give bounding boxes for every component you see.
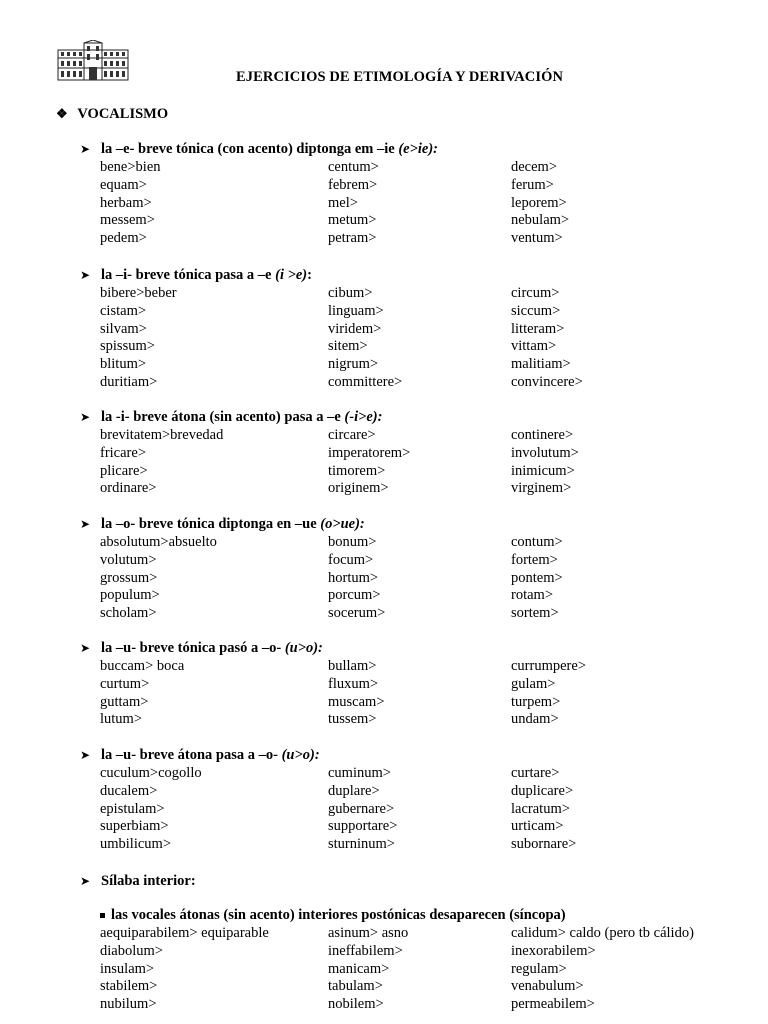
word-cell: manicam> bbox=[328, 960, 390, 977]
syncope-rule-text: las vocales átonas (sin acento) interiores postónicas desaparecen (síncopa) bbox=[111, 907, 566, 923]
rule-formula: (o>ue): bbox=[320, 516, 365, 532]
rule-heading bbox=[80, 140, 438, 158]
word-cell: stabilem> bbox=[100, 978, 158, 995]
diamond-bullet-icon: ❖ bbox=[56, 106, 68, 121]
table-row bbox=[0, 800, 768, 818]
table-row bbox=[0, 176, 768, 194]
document-title: EJERCICIOS DE ETIMOLOGÍA Y DERIVACIÓN bbox=[236, 69, 564, 85]
table-row bbox=[0, 355, 768, 373]
word-cell: committere> bbox=[328, 374, 403, 390]
word-cell: currumpere> bbox=[511, 658, 586, 674]
word-cell: ordinare> bbox=[100, 480, 157, 497]
arrowhead-bullet-icon: ➤ bbox=[80, 641, 91, 655]
rule-heading-text: la -i- breve átona (sin acento) pasa a –e bbox=[101, 409, 345, 425]
arrowhead-bullet-icon: ➤ bbox=[80, 748, 91, 762]
word-cell: pontem> bbox=[511, 569, 563, 586]
word-cell: febrem> bbox=[328, 176, 378, 193]
table-row bbox=[0, 158, 768, 176]
word-cell: herbam> bbox=[100, 194, 152, 211]
section-heading-label: VOCALISMO bbox=[77, 106, 169, 122]
word-cell: bene>bien bbox=[100, 159, 161, 175]
table-row bbox=[0, 302, 768, 320]
word-cell: umbilicum> bbox=[100, 836, 172, 853]
rule-heading bbox=[80, 515, 365, 533]
word-cell: siccum> bbox=[511, 302, 561, 319]
word-cell: curtum> bbox=[100, 675, 150, 692]
word-cell: cibum> bbox=[328, 285, 373, 301]
word-cell: nigrum> bbox=[328, 356, 379, 373]
word-cell: populum> bbox=[100, 587, 160, 604]
word-cell: contum> bbox=[511, 534, 563, 550]
word-cell: litteram> bbox=[511, 320, 565, 337]
rule-formula: (e>ie): bbox=[398, 141, 438, 157]
word-cell: epistulam> bbox=[100, 800, 165, 817]
table-row bbox=[0, 995, 768, 1013]
word-cell: guttam> bbox=[100, 693, 149, 710]
word-cell: cuminum> bbox=[328, 765, 391, 781]
word-cell: scholam> bbox=[100, 605, 157, 622]
word-cell: spissum> bbox=[100, 338, 155, 355]
word-cell: calidum> caldo (pero tb cálido) bbox=[511, 925, 694, 941]
word-cell: ineffabilem> bbox=[328, 942, 403, 959]
rule-heading bbox=[80, 639, 323, 657]
word-cell: centum> bbox=[328, 159, 379, 175]
word-cell: tabulam> bbox=[328, 978, 383, 995]
word-cell: sortem> bbox=[511, 605, 559, 622]
word-cell: aequiparabilem> equiparable bbox=[100, 925, 269, 941]
word-cell: rotam> bbox=[511, 587, 553, 604]
word-cell: superbiam> bbox=[100, 818, 169, 835]
arrowhead-bullet-icon: ➤ bbox=[80, 268, 91, 282]
rule-heading-text: la –u- breve tónica pasó a –o- bbox=[101, 640, 285, 656]
word-cell: originem> bbox=[328, 480, 389, 497]
arrowhead-bullet-icon: ➤ bbox=[80, 517, 91, 531]
table-row bbox=[0, 675, 768, 693]
word-cell: blitum> bbox=[100, 356, 147, 373]
word-cell: petram> bbox=[328, 230, 377, 247]
word-cell: focum> bbox=[328, 551, 374, 568]
rule-heading-text: la –o- breve tónica diptonga en –ue bbox=[101, 516, 321, 532]
word-cell: buccam> boca bbox=[100, 658, 185, 674]
table-row bbox=[0, 533, 768, 551]
word-cell: silvam> bbox=[100, 320, 147, 337]
table-row bbox=[0, 337, 768, 355]
word-cell: bibere>beber bbox=[100, 285, 177, 301]
table-row bbox=[0, 229, 768, 247]
word-cell: diabolum> bbox=[100, 942, 163, 959]
square-bullet-icon bbox=[100, 906, 111, 917]
word-cell: undam> bbox=[511, 711, 559, 728]
word-cell: fricare> bbox=[100, 444, 146, 461]
word-cell: inimicum> bbox=[511, 462, 575, 479]
word-cell: porcum> bbox=[328, 587, 381, 604]
rule-heading-text: la –i- breve tónica pasa a –e bbox=[101, 267, 276, 283]
table-row bbox=[0, 320, 768, 338]
word-cell: decem> bbox=[511, 159, 558, 175]
square-bullet-shape bbox=[100, 913, 105, 918]
word-cell: bonum> bbox=[328, 534, 377, 550]
arrowhead-bullet-icon: ➤ bbox=[80, 410, 91, 424]
arrowhead-bullet-icon: ➤ bbox=[80, 874, 91, 888]
word-cell: convincere> bbox=[511, 374, 583, 390]
word-cell: nubilum> bbox=[100, 996, 157, 1013]
word-cell: nebulam> bbox=[511, 212, 570, 229]
table-row bbox=[0, 924, 768, 942]
word-cell: lacratum> bbox=[511, 800, 570, 817]
table-row bbox=[0, 835, 768, 853]
word-cell: duritiam> bbox=[100, 374, 158, 390]
table-row bbox=[0, 817, 768, 835]
word-cell: continere> bbox=[511, 427, 574, 443]
word-cell: circum> bbox=[511, 285, 560, 301]
word-cell: metum> bbox=[328, 212, 377, 229]
table-row bbox=[0, 284, 768, 302]
word-cell: tussem> bbox=[328, 711, 377, 728]
rule-heading bbox=[80, 266, 312, 284]
word-cell: gulam> bbox=[511, 675, 556, 692]
rule-heading-text: la –u- breve átona pasa a –o- bbox=[101, 747, 282, 763]
table-row bbox=[0, 960, 768, 978]
syncope-rule-heading bbox=[100, 906, 566, 924]
table-row bbox=[0, 426, 768, 444]
word-cell: cuculum>cogollo bbox=[100, 765, 202, 781]
silaba-interior-label: Sílaba interior: bbox=[101, 873, 196, 889]
rule-formula: (i >e) bbox=[275, 267, 308, 283]
word-cell: timorem> bbox=[328, 462, 386, 479]
word-cell: turpem> bbox=[511, 693, 561, 710]
table-row bbox=[0, 444, 768, 462]
table-row bbox=[0, 782, 768, 800]
table-row bbox=[0, 373, 768, 391]
table-row bbox=[0, 462, 768, 480]
table-row bbox=[0, 657, 768, 675]
word-cell: ventum> bbox=[511, 230, 563, 247]
table-row bbox=[0, 693, 768, 711]
word-cell: viridem> bbox=[328, 320, 382, 337]
word-cell: volutum> bbox=[100, 551, 157, 568]
word-cell: malitiam> bbox=[511, 356, 571, 373]
word-cell: hortum> bbox=[328, 569, 379, 586]
table-row bbox=[0, 764, 768, 782]
word-cell: duplicare> bbox=[511, 782, 574, 799]
word-cell: virginem> bbox=[511, 480, 572, 497]
word-cell: asinum> asno bbox=[328, 925, 409, 941]
word-cell: plicare> bbox=[100, 462, 148, 479]
word-cell: gubernare> bbox=[328, 800, 395, 817]
word-cell: sturninum> bbox=[328, 836, 395, 853]
table-row bbox=[0, 569, 768, 587]
word-cell: socerum> bbox=[328, 605, 386, 622]
word-cell: pedem> bbox=[100, 230, 147, 247]
word-cell: bullam> bbox=[328, 658, 377, 674]
rule-heading-text: la –e- breve tónica (con acento) diptonga em –ie bbox=[101, 141, 399, 157]
rule-heading-colon: : bbox=[307, 267, 312, 283]
word-cell: circare> bbox=[328, 427, 376, 443]
word-cell: subornare> bbox=[511, 836, 577, 853]
table-row bbox=[0, 710, 768, 728]
table-row bbox=[0, 479, 768, 497]
word-cell: mel> bbox=[328, 194, 358, 211]
word-cell: fortem> bbox=[511, 551, 558, 568]
word-cell: venabulum> bbox=[511, 978, 584, 995]
word-cell: grossum> bbox=[100, 569, 158, 586]
word-cell: insulam> bbox=[100, 960, 155, 977]
word-cell: sitem> bbox=[328, 338, 368, 355]
rule-heading bbox=[80, 408, 382, 426]
table-row bbox=[0, 194, 768, 212]
word-cell: nobilem> bbox=[328, 996, 384, 1013]
word-cell: ducalem> bbox=[100, 782, 158, 799]
table-row bbox=[0, 604, 768, 622]
word-cell: ferum> bbox=[511, 176, 554, 193]
word-cell: inexorabilem> bbox=[511, 942, 596, 959]
word-cell: duplare> bbox=[328, 782, 380, 799]
word-cell: permeabilem> bbox=[511, 996, 595, 1013]
arrowhead-bullet-icon: ➤ bbox=[80, 142, 91, 156]
word-cell: involutum> bbox=[511, 444, 579, 461]
table-row bbox=[0, 211, 768, 229]
rule-formula: (u>o): bbox=[284, 640, 323, 656]
word-cell: cistam> bbox=[100, 302, 147, 319]
table-row bbox=[0, 942, 768, 960]
word-cell: absolutum>absuelto bbox=[100, 534, 217, 550]
silaba-interior-heading bbox=[80, 872, 196, 890]
word-cell: imperatorem> bbox=[328, 444, 411, 461]
section-heading-vocalismo bbox=[56, 106, 168, 123]
word-cell: lutum> bbox=[100, 711, 143, 728]
table-row bbox=[0, 551, 768, 569]
word-cell: urticam> bbox=[511, 818, 564, 835]
word-cell: muscam> bbox=[328, 693, 385, 710]
word-cell: brevitatem>brevedad bbox=[100, 427, 224, 443]
rule-heading bbox=[80, 746, 320, 764]
table-row bbox=[0, 977, 768, 995]
word-cell: supportare> bbox=[328, 818, 398, 835]
word-cell: regulam> bbox=[511, 960, 567, 977]
word-cell: vittam> bbox=[511, 338, 557, 355]
word-cell: curtare> bbox=[511, 765, 560, 781]
word-cell: fluxum> bbox=[328, 675, 379, 692]
word-cell: messem> bbox=[100, 212, 155, 229]
rule-formula: (-i>e): bbox=[344, 409, 383, 425]
rule-formula: (u>o): bbox=[281, 747, 320, 763]
word-cell: leporem> bbox=[511, 194, 567, 211]
institution-logo bbox=[56, 40, 130, 82]
table-row bbox=[0, 586, 768, 604]
word-cell: linguam> bbox=[328, 302, 384, 319]
word-cell: equam> bbox=[100, 176, 147, 193]
